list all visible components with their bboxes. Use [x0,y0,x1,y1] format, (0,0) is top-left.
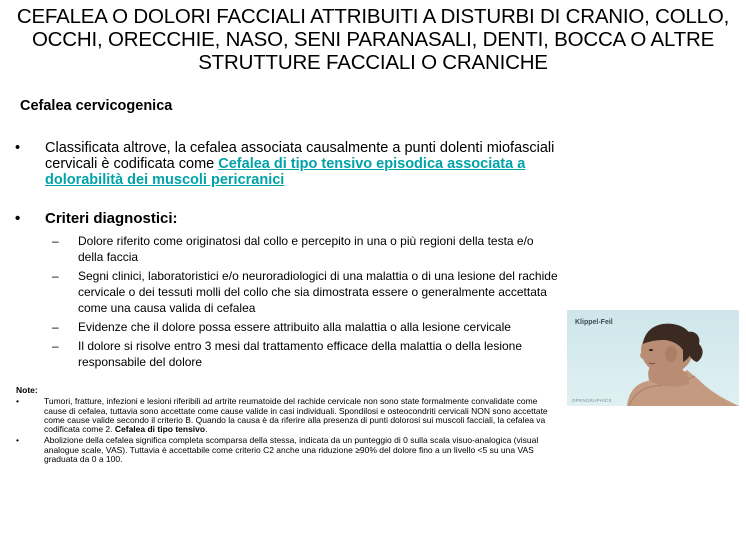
criterion-item [52,338,562,370]
criterion-text: Segni clinici, laboratoristici e/o neuroradiologici di una malattia o di una lesione del rachide cervicale o dei tessuti molli del collo che sia dimostrata essere o generalmente accettata come una causa valida di cefalea [78,269,558,315]
notes-label: Note: [16,385,38,395]
page-title: CEFALEA O DOLORI FACCIALI ATTRIBUITI A DISTURBI DI CRANIO, COLLO, OCCHI, ORECCHIE, NASO, SENI PARANASALI, DENTI, BOCCA O ALTRE STRUTTURE FACCIALI O CRANICHE [16,5,730,74]
bullet-classification-text: Classificata altrove, la cefalea associata causalmente a punti dolenti miofasciali cervicali è codificata come [45,140,555,172]
tension-headache-link[interactable]: Cefalea di tipo tensivo episodica associata a dolorabilità dei muscoli pericranici [45,156,526,188]
criterion-item [52,233,562,265]
note-text: Tumori, fratture, infezioni e lesioni riferibili ad artrite reumatoide del rachide cervicale non sono state formalmente convalidate come cause di cefalea, tuttavia sono accettate come cause valide in casi individuali. Spondilosi e osteocondriti cervicali NON sono accettate come cause valide secondo il criterio B. Quando la causa è da riferire alla presenza di punti dolorosi sui muscoli facciali, la cefalea va codificata come 2. [44,396,548,435]
note-text: Abolizione della cefalea significa completa scomparsa della stessa, indicata da un punteggio di 0 sulla scala visuo-analogica (visual analogue scale, VAS). Tuttavia è accettabile come criterio C2 anche una riduzione ≥90% del dolore fino a un livello <5 su una VAS graduata da 0 a 100. [44,435,539,465]
note-item [16,397,556,434]
bullet-dot: • [15,140,21,156]
note-bullet: • [16,396,19,407]
dash-marker: – [52,320,59,334]
dash-marker: – [52,234,59,248]
bullet-dot: • [15,210,21,227]
criteria-heading: Criteri diagnostici: [45,210,178,227]
image-label: Klippel-Feil [575,319,613,326]
criteria-list [52,233,562,373]
criterion-text: Il dolore si risolve entro 3 mesi dal trattamento efficace della malattia o della lesione responsabile del dolore [78,339,523,369]
section-subtitle: Cefalea cervicogenica [20,98,173,114]
dash-marker: – [52,269,59,283]
bullet-criteria [15,210,178,227]
criterion-item [52,268,562,316]
note-item [16,436,556,464]
criterion-item [52,319,562,335]
criterion-text: Evidenze che il dolore possa essere attribuito alla malattia o alla lesione cervicale [78,320,511,334]
notes-section [16,386,556,466]
image-watermark: OPENGRAPHICS [572,398,612,403]
criterion-text: Dolore riferito come originatosi dal collo e percepito in una o più regioni della testa e/o della faccia [78,234,534,264]
bullet-classification [15,140,555,188]
dash-marker: – [52,339,59,353]
note-end: . [205,424,208,435]
note-bullet: • [16,435,19,446]
note-bold-text: Cefalea di tipo tensivo [114,424,206,435]
klippel-feil-illustration [567,310,739,406]
